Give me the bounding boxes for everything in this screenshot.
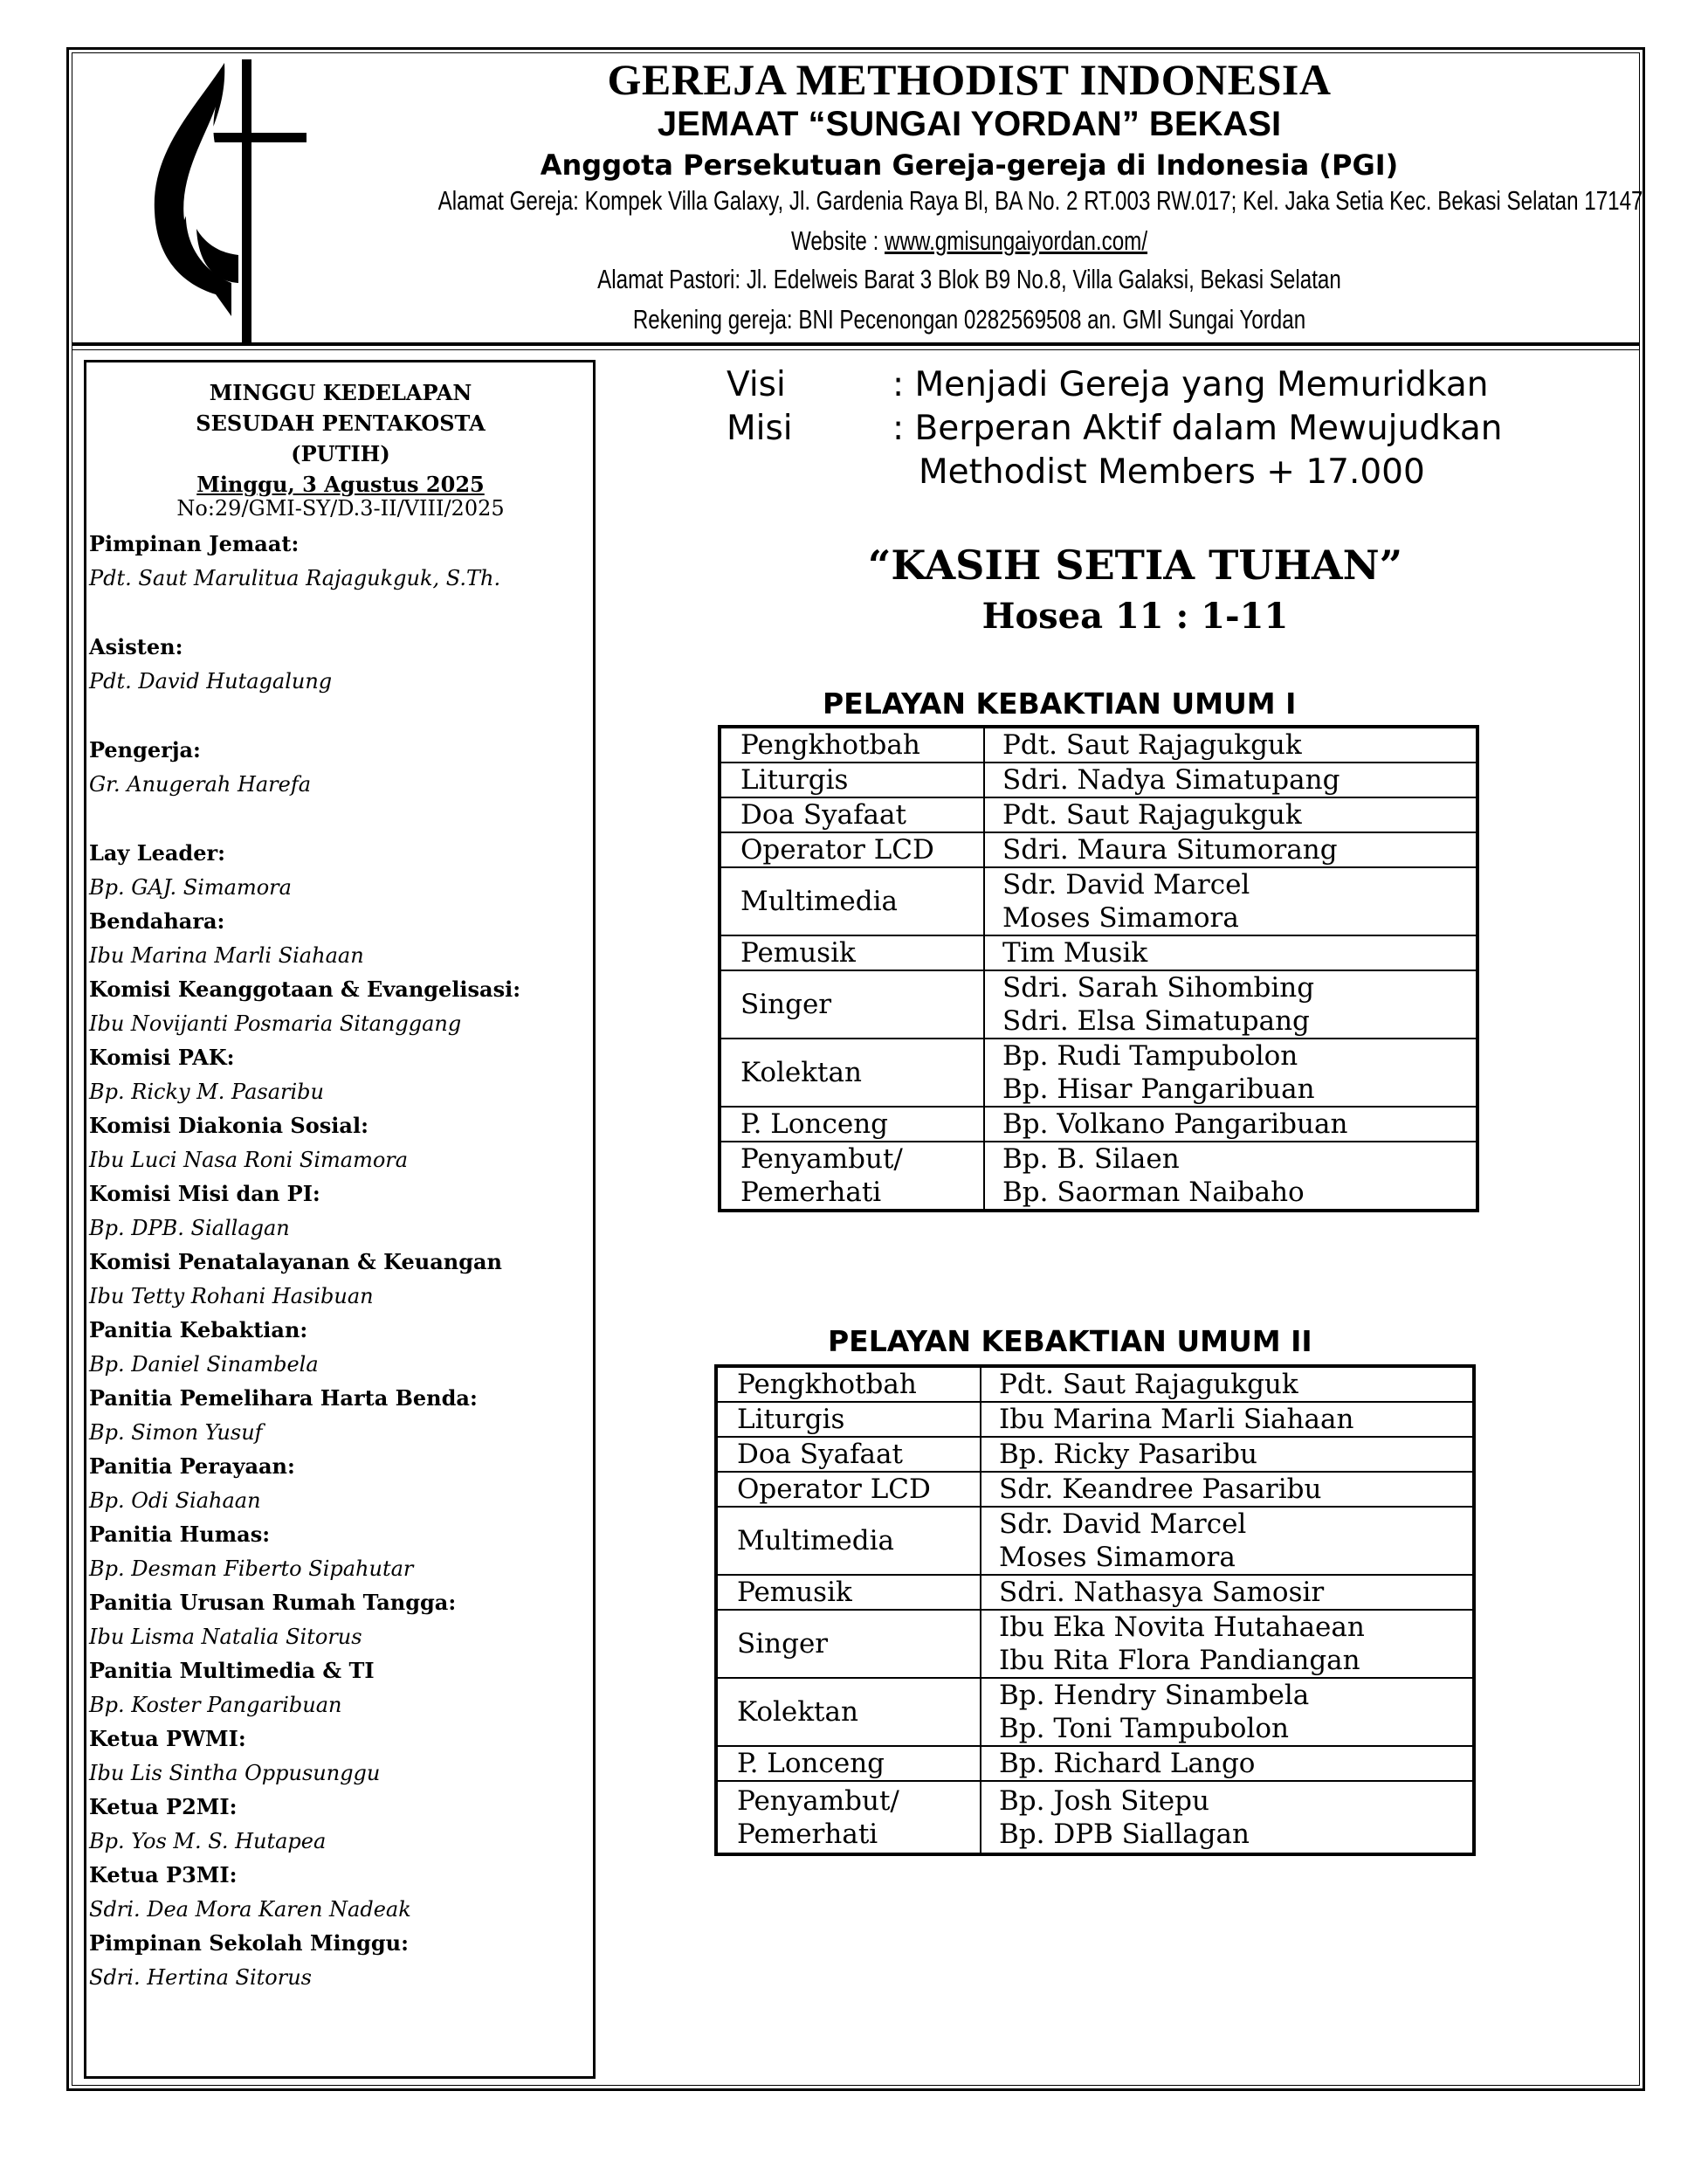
officer-role: Lay Leader:	[89, 840, 225, 866]
officer-role: Panitia Multimedia & TI	[89, 1658, 375, 1683]
officer-name: Gr. Anugerah Harefa	[89, 772, 312, 797]
service-role: Kolektan	[720, 1039, 984, 1107]
officer-item	[89, 1177, 591, 1246]
service-person: Bp. Rudi Tampubolon	[1002, 1040, 1298, 1072]
header-divider-thin	[72, 349, 1640, 350]
service-person: Sdr. David Marcel	[999, 1508, 1247, 1540]
sunday-date: Minggu, 3 Agustus 2025	[196, 472, 485, 497]
service-row	[720, 1039, 1477, 1107]
vision-line	[727, 365, 1488, 404]
service-names	[984, 763, 1477, 797]
service-row	[720, 970, 1477, 1039]
website-link[interactable]: www.gmisungaiyordan.com/	[885, 225, 1148, 256]
service-row	[716, 1437, 1474, 1472]
service-row	[720, 1142, 1477, 1211]
officer-item	[89, 1246, 591, 1314]
service-role: Pemusik	[720, 935, 984, 970]
officer-item	[89, 1859, 591, 1927]
mission-text: : Berperan Aktif dalam Mewujudkan	[892, 409, 1503, 448]
service-role: Singer	[716, 1610, 981, 1678]
service-role: Multimedia	[716, 1507, 981, 1575]
officer-item	[89, 1927, 591, 1995]
officer-item	[89, 1791, 591, 1859]
service-role: Liturgis	[720, 763, 984, 797]
service-names	[984, 970, 1477, 1039]
officer-name: Ibu Lisma Natalia Sitorus	[89, 1625, 362, 1649]
officer-name: Ibu Tetty Rohani Hasibuan	[89, 1284, 374, 1308]
officer-role: Komisi Keanggotaan & Evangelisasi:	[89, 977, 521, 1002]
service-row	[716, 1507, 1474, 1575]
vision-text: : Menjadi Gereja yang Memuridkan	[892, 365, 1489, 404]
service-person: Ibu Marina Marli Siahaan	[999, 1404, 1354, 1435]
service-row	[720, 832, 1477, 867]
service-row	[716, 1402, 1474, 1437]
service-role: Operator LCD	[720, 832, 984, 867]
service-person: Bp. Toni Tampubolon	[999, 1713, 1290, 1744]
service-row	[720, 867, 1477, 935]
officer-role: Panitia Perayaan:	[89, 1453, 295, 1479]
service-row	[716, 1678, 1474, 1746]
service-person: Ibu Rita Flora Pandiangan	[999, 1645, 1360, 1676]
service-row	[720, 727, 1477, 763]
service-person: Sdr. Keandree Pasaribu	[999, 1473, 1322, 1505]
officer-role: Komisi PAK:	[89, 1045, 235, 1070]
officer-name: Bp. Odi Siahaan	[89, 1488, 261, 1513]
service-person: Bp. Richard Lango	[999, 1748, 1256, 1779]
officer-name: Bp. Koster Pangaribuan	[89, 1693, 342, 1717]
congregation-name: JEMAAT “SUNGAI YORDAN” BEKASI	[657, 105, 1282, 143]
service-row	[720, 797, 1477, 832]
cross-vertical	[242, 59, 251, 344]
service-names	[981, 1678, 1474, 1746]
service-person: Sdri. Nadya Simatupang	[1002, 764, 1340, 796]
officer-item	[89, 631, 591, 734]
service-role-part: Penyambut/	[737, 1784, 899, 1817]
officer-item	[89, 734, 591, 837]
service-role: Liturgis	[716, 1402, 981, 1437]
service-person: Sdri. Sarah Sihombing	[1002, 972, 1315, 1004]
service-names	[981, 1781, 1474, 1854]
officer-item	[89, 1314, 591, 1382]
service-names	[981, 1366, 1474, 1402]
officer-role: Komisi Penatalayanan & Keuangan	[89, 1249, 502, 1274]
officer-role: Panitia Kebaktian:	[89, 1317, 308, 1342]
officer-name: Bp. Simon Yusuf	[89, 1420, 263, 1445]
service-names	[984, 1039, 1477, 1107]
service1-title: PELAYAN KEBAKTIAN UMUM I	[823, 687, 1297, 721]
officer-name: Pdt. Saut Marulitua Rajagukguk, S.Th.	[89, 566, 501, 590]
officer-role: Pimpinan Jemaat:	[89, 531, 300, 556]
officer-role: Pimpinan Sekolah Minggu:	[89, 1930, 409, 1956]
service-row	[716, 1781, 1474, 1854]
service-person: Pdt. Saut Rajagukguk	[1002, 799, 1302, 831]
officer-item	[89, 973, 591, 1041]
service-role	[716, 1781, 981, 1854]
service-person: Bp. Volkano Pangaribuan	[1002, 1108, 1348, 1140]
liturgical-color: (PUTIH)	[291, 441, 390, 466]
service-role: Doa Syafaat	[720, 797, 984, 832]
service-role-part: Pemerhati	[740, 1177, 882, 1208]
service-role: Kolektan	[716, 1678, 981, 1746]
service-person: Bp. Hendry Sinambela	[999, 1680, 1310, 1711]
officer-name: Bp. Desman Fiberto Sipahutar	[89, 1556, 414, 1581]
service-row	[716, 1575, 1474, 1610]
service-role: Doa Syafaat	[716, 1437, 981, 1472]
officer-item	[89, 1722, 591, 1791]
sunday-title	[96, 377, 585, 500]
service-person: Sdri. Maura Situmorang	[1002, 834, 1338, 866]
officer-name: Bp. Daniel Sinambela	[89, 1352, 319, 1377]
service-row	[720, 763, 1477, 797]
officer-item	[89, 1450, 591, 1518]
service-role-part: Penyambut/	[740, 1143, 903, 1175]
service-row	[716, 1472, 1474, 1507]
bulletin-number: No:29/GMI-SY/D.3-II/VIII/2025	[176, 496, 505, 521]
officer-role: Ketua P2MI:	[89, 1794, 238, 1819]
service1-table	[718, 725, 1479, 1212]
service-role: Pemusik	[716, 1575, 981, 1610]
officer-name: Bp. DPB. Siallagan	[89, 1216, 290, 1240]
service-role: Pengkhotbah	[716, 1366, 981, 1402]
website-line	[438, 225, 1501, 257]
service-names	[984, 867, 1477, 935]
officer-role: Ketua PWMI:	[89, 1726, 246, 1751]
service-role: Multimedia	[720, 867, 984, 935]
service-row	[716, 1746, 1474, 1781]
service-role-part: Pemerhati	[737, 1818, 878, 1850]
service-person: Bp. Hisar Pangaribuan	[1002, 1073, 1315, 1105]
service-role: P. Lonceng	[720, 1107, 984, 1142]
service-role	[720, 1142, 984, 1211]
officer-role: Komisi Diakonia Sosial:	[89, 1113, 368, 1138]
mission-label: Misi	[727, 409, 793, 448]
service-person: Moses Simamora	[999, 1542, 1236, 1573]
officer-name: Ibu Marina Marli Siahaan	[89, 943, 364, 968]
service-person: Bp. Saorman Naibaho	[1002, 1177, 1305, 1208]
mission-line	[727, 409, 1503, 448]
service-role: Singer	[720, 970, 984, 1039]
service-person: Ibu Eka Novita Hutahaean	[999, 1611, 1365, 1643]
scripture-reference: Hosea 11 : 1-11	[981, 596, 1289, 637]
service-person: Bp. DPB Siallagan	[999, 1818, 1250, 1850]
service-role-line	[740, 1142, 983, 1209]
officer-role: Komisi Misi dan PI:	[89, 1181, 320, 1206]
officer-name: Ibu Lis Sintha Oppusunggu	[89, 1761, 381, 1785]
officer-name: Sdri. Hertina Sitorus	[89, 1965, 312, 1990]
service-names	[981, 1437, 1474, 1472]
officer-item	[89, 837, 591, 905]
service-person: Bp. Ricky Pasaribu	[999, 1439, 1257, 1470]
parsonage-address: Alamat Pastori: Jl. Edelweis Barat 3 Blok B9 No.8, Villa Galaksi, Bekasi Selatan	[597, 264, 1341, 294]
officer-role: Ketua P3MI:	[89, 1862, 238, 1887]
officer-item	[89, 528, 591, 631]
bank-account: Rekening gereja: BNI Pecenongan 0282569508 an. GMI Sungai Yordan	[632, 304, 1306, 335]
service-names	[984, 1142, 1477, 1211]
church-address: Alamat Gereja: Kompek Villa Galaxy, Jl. Gardenia Raya Bl, BA No. 2 RT.003 RW.017; Kel. Jaka Setia Kec. Bekasi Selatan 17147	[437, 185, 1643, 216]
service-names	[981, 1507, 1474, 1575]
officer-name: Bp. Ricky M. Pasaribu	[89, 1080, 324, 1104]
officer-role: Panitia Humas:	[89, 1522, 271, 1547]
service-names	[981, 1575, 1474, 1610]
website-label: Website :	[790, 225, 885, 256]
service-person: Sdri. Nathasya Samosir	[999, 1577, 1325, 1608]
officer-name: Bp. Yos M. S. Hutapea	[89, 1829, 327, 1853]
service-row	[716, 1610, 1474, 1678]
service-person: Pdt. Saut Rajagukguk	[1002, 729, 1302, 761]
officer-item	[89, 1654, 591, 1722]
service-person: Moses Simamora	[1002, 902, 1239, 934]
service-person: Sdri. Elsa Simatupang	[1002, 1005, 1310, 1037]
officer-item	[89, 1109, 591, 1177]
service2-table	[714, 1364, 1476, 1856]
service-row	[716, 1366, 1474, 1402]
officer-name: Pdt. David Hutagalung	[89, 669, 333, 694]
service2-title: PELAYAN KEBAKTIAN UMUM II	[828, 1324, 1312, 1358]
service-role: P. Lonceng	[716, 1746, 981, 1781]
service-names	[981, 1746, 1474, 1781]
service-person: Sdr. David Marcel	[1002, 869, 1250, 901]
officer-item	[89, 1382, 591, 1450]
service-names	[984, 797, 1477, 832]
service-names	[984, 832, 1477, 867]
membership-line: Anggota Persekutuan Gereja-gereja di Indonesia (PGI)	[540, 148, 1399, 182]
service-role: Operator LCD	[716, 1472, 981, 1507]
officer-role: Panitia Urusan Rumah Tangga:	[89, 1590, 457, 1615]
officer-name: Sdri. Dea Mora Karen Nadeak	[89, 1897, 411, 1922]
officer-item	[89, 1586, 591, 1654]
service-person: Bp. B. Silaen	[1002, 1143, 1180, 1175]
sunday-title-line1: MINGGU KEDELAPAN	[209, 380, 472, 405]
officer-item	[89, 1041, 591, 1109]
sunday-title-line2: SESUDAH PENTAKOSTA	[196, 411, 486, 436]
service-names	[984, 1107, 1477, 1142]
service-row	[720, 935, 1477, 970]
officer-role: Panitia Pemelihara Harta Benda:	[89, 1385, 478, 1411]
service-names	[981, 1472, 1474, 1507]
officer-role: Bendahara:	[89, 908, 225, 934]
service-row	[720, 1107, 1477, 1142]
officer-item	[89, 905, 591, 973]
vision-label: Visi	[727, 365, 786, 404]
service-names	[981, 1402, 1474, 1437]
officer-item	[89, 1518, 591, 1586]
service-role-line	[737, 1784, 980, 1851]
officer-role: Asisten:	[89, 634, 183, 659]
officer-role: Pengerja:	[89, 737, 201, 763]
officers-list	[89, 528, 591, 1995]
service-names	[984, 935, 1477, 970]
officer-name: Ibu Novijanti Posmaria Sitanggang	[89, 1011, 462, 1036]
sermon-theme: “KASIH SETIA TUHAN”	[867, 542, 1403, 589]
service-person: Tim Musik	[1002, 937, 1148, 969]
service-names	[981, 1610, 1474, 1678]
service-role: Pengkhotbah	[720, 727, 984, 763]
church-name: GEREJA METHODIST INDONESIA	[607, 55, 1332, 104]
mission-continuation: Methodist Members + 17.000	[919, 452, 1425, 492]
service-names	[984, 727, 1477, 763]
officer-name: Bp. GAJ. Simamora	[89, 875, 292, 900]
service-person: Pdt. Saut Rajagukguk	[999, 1369, 1298, 1400]
officer-name: Ibu Luci Nasa Roni Simamora	[89, 1148, 409, 1172]
service-person: Bp. Josh Sitepu	[999, 1784, 1209, 1817]
